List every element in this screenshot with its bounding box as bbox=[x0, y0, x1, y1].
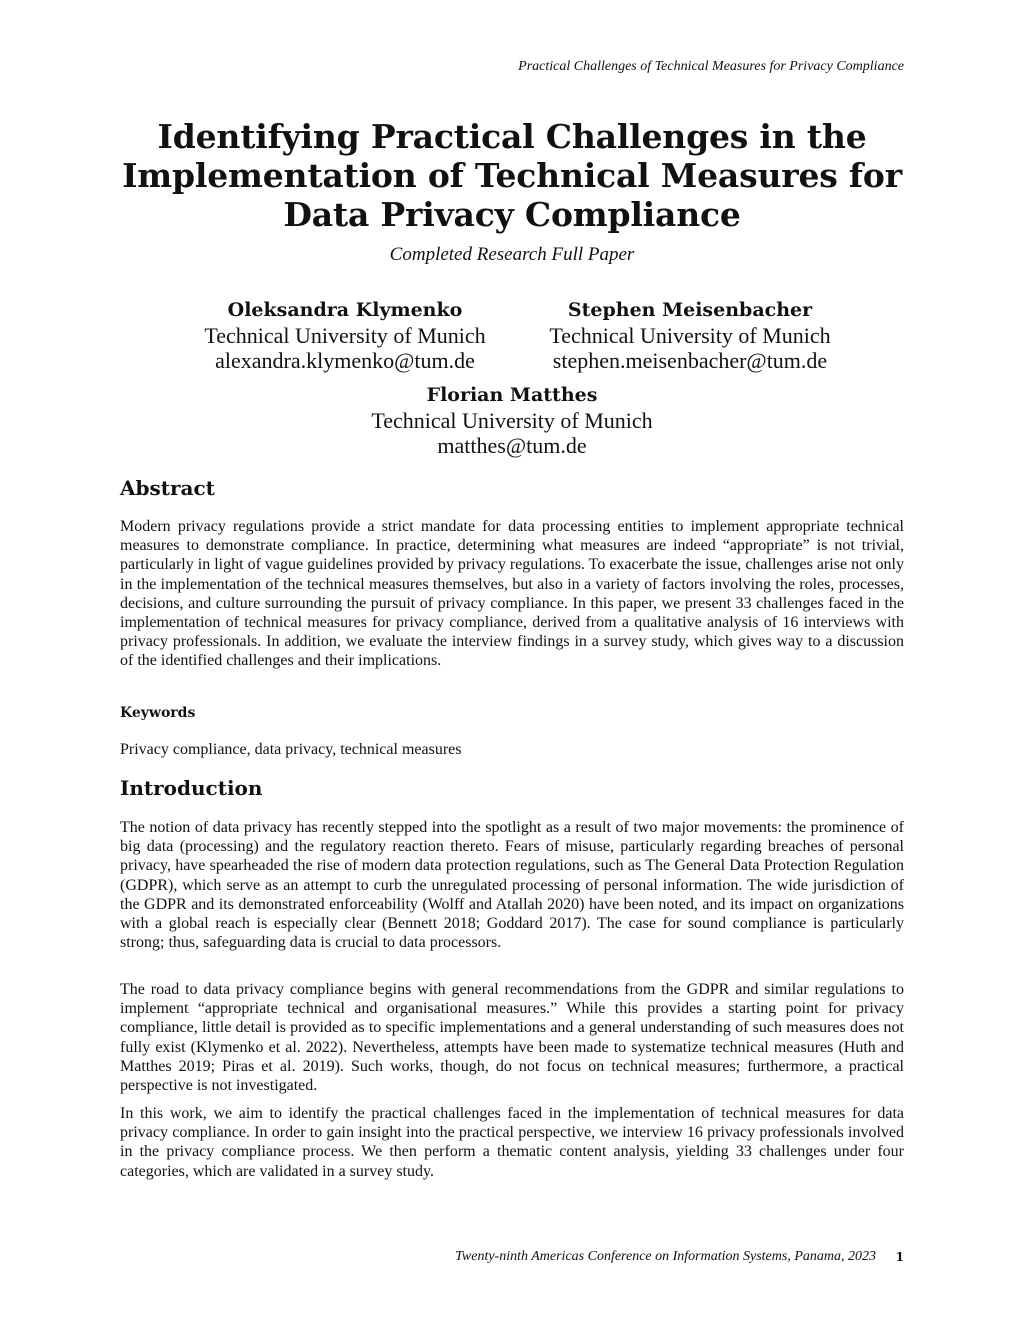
abstract-text: Modern privacy regulations provide a strict mandate for data processing entities to implement appropriate technical measures to demonstrate compliance. In practice, determining what measures are indeed “appropriate” is not trivial, particularly in light of vague guidelines provided by privacy regulations. To exacerbate the issue, challenges arise not only in the implementation of the technical measures themselves, but also in a variety of factors involving the roles, processes, decisions, and culture surrounding the pursuit of privacy compliance. In this paper, we present 33 challenges faced in the implementation of technical measures for privacy compliance, derived from a qualitative analysis of 16 interviews with privacy professionals. In addition, we evaluate the interview findings in a survey study, which gives way to a discussion of the identified challenges and their implications. bbox=[120, 518, 904, 670]
keywords-heading: Keywords bbox=[120, 705, 196, 721]
author-email: matthes@tum.de bbox=[437, 433, 587, 458]
page-number: 1 bbox=[895, 1250, 904, 1264]
abstract-heading: Abstract bbox=[120, 476, 215, 500]
title-line: Data Privacy Compliance bbox=[283, 195, 741, 234]
running-header: Practical Challenges of Technical Measures for Privacy Compliance bbox=[518, 59, 904, 74]
author-block bbox=[312, 383, 712, 458]
author-affiliation: Technical University of Munich bbox=[204, 323, 486, 348]
author-email: alexandra.klymenko@tum.de bbox=[215, 348, 475, 373]
author-affiliation: Technical University of Munich bbox=[549, 323, 831, 348]
conference-footer: Twenty-ninth Americas Conference on Information Systems, Panama, 2023 bbox=[455, 1249, 876, 1264]
author-affiliation: Technical University of Munich bbox=[371, 408, 653, 433]
paper-type: Completed Research Full Paper bbox=[389, 244, 635, 265]
author-block bbox=[160, 298, 530, 373]
author-name: Oleksandra Klymenko bbox=[227, 299, 463, 321]
author-block bbox=[505, 298, 875, 373]
introduction-heading: Introduction bbox=[120, 776, 263, 800]
intro-paragraph: In this work, we aim to identify the practical challenges faced in the implementation of technical measures for data privacy compliance. In order to gain insight into the practical perspective, we interview 16 privacy professionals involved in the privacy compliance process. We then perform a thematic content analysis, yielding 33 challenges under four categories, which are validated in a survey study. bbox=[120, 1105, 904, 1180]
title-line: Identifying Practical Challenges in the bbox=[157, 117, 867, 156]
intro-paragraph: The road to data privacy compliance begins with general recommendations from the GDPR and similar regulations to implement “appropriate technical and organisational measures.” While this provides a starting point for privacy compliance, little detail is provided as to specific implementations and a general understanding of such measures does not fully exist (Klymenko et al. 2022). Nevertheless, attempts have been made to systematize technical measures (Huth and Matthes 2019; Piras et al. 2019). Such works, though, do not focus on technical measures; furthermore, a practical perspective is not investigated. bbox=[120, 981, 904, 1095]
author-name: Stephen Meisenbacher bbox=[567, 299, 813, 321]
paper-title bbox=[120, 117, 904, 234]
title-line: Implementation of Technical Measures for bbox=[122, 156, 902, 195]
author-email: stephen.meisenbacher@tum.de bbox=[552, 348, 828, 373]
intro-paragraph: The notion of data privacy has recently stepped into the spotlight as a result of two major movements: the prominence of big data (processing) and the regulatory reaction thereto. Fears of misuse, particularly regarding breaches of personal privacy, have spearheaded the rise of modern data protection regulations, such as The General Data Protection Regulation (GDPR), which serve as an attempt to curb the unregulated processing of personal information. The wide jurisdiction of the GDPR and its demonstrated enforceability (Wolff and Atallah 2020) have been noted, and its impact on organizations with a global reach is especially clear (Bennett 2018; Goddard 2017). The case for sound compliance is particularly strong; thus, safeguarding data is crucial to data processors. bbox=[120, 819, 904, 952]
keywords-text: Privacy compliance, data privacy, technical measures bbox=[120, 741, 462, 758]
author-name: Florian Matthes bbox=[426, 384, 598, 406]
